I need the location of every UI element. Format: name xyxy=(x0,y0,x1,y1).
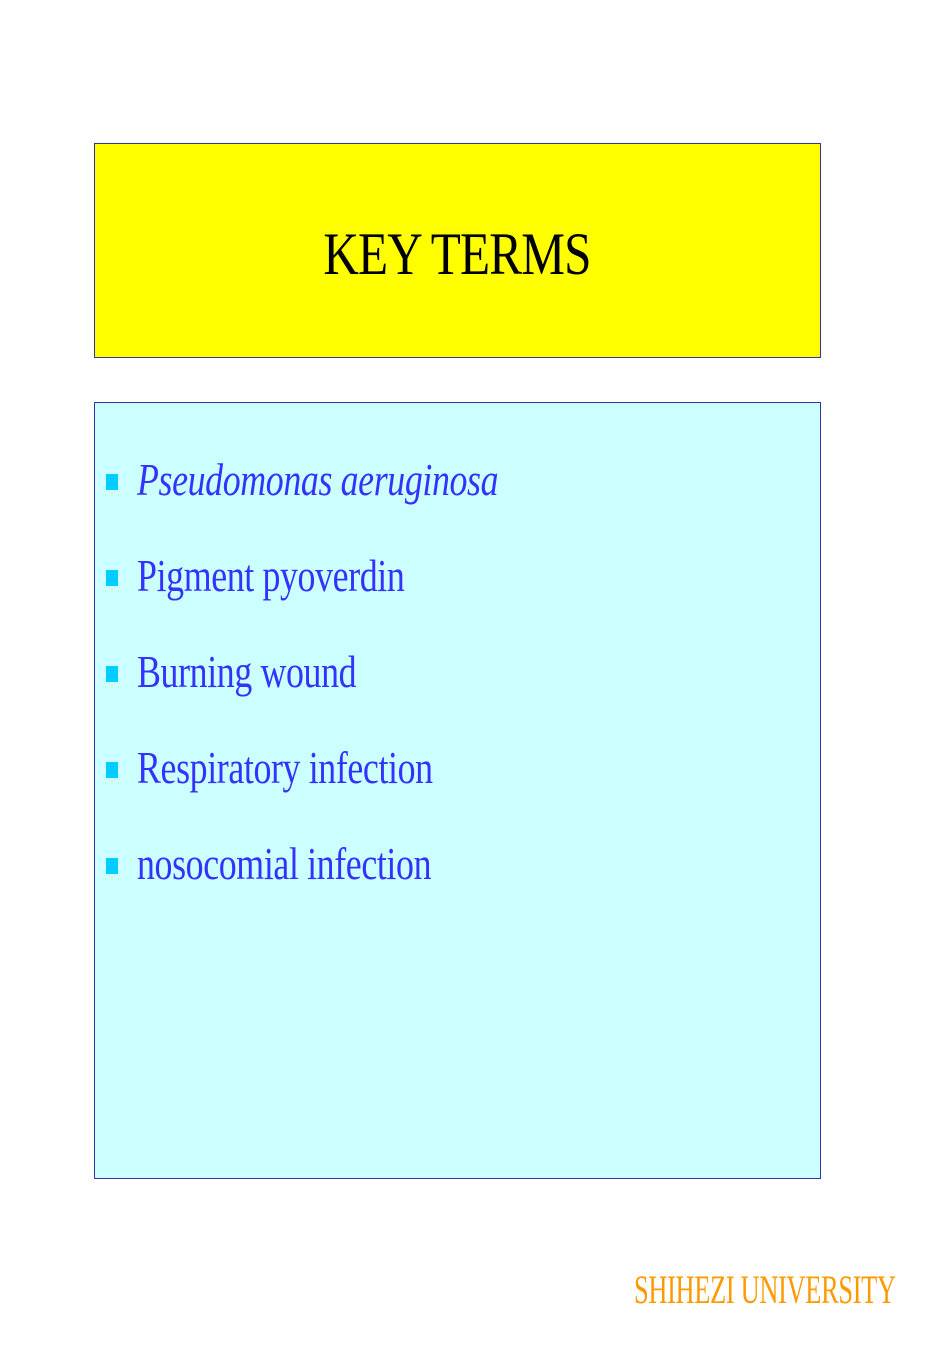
term-label: nosocomial infection xyxy=(137,837,432,889)
square-bullet-icon xyxy=(106,474,118,490)
list-item xyxy=(106,527,600,623)
list-item xyxy=(106,623,600,719)
list-item xyxy=(106,719,600,815)
square-bullet-icon xyxy=(106,666,118,682)
square-bullet-icon xyxy=(106,762,118,778)
key-terms-box xyxy=(94,402,821,1179)
term-label: Pseudomonas aeruginosa xyxy=(137,453,499,505)
list-item xyxy=(106,431,600,527)
term-label: Pigment pyoverdin xyxy=(137,549,405,601)
title-box xyxy=(94,143,821,358)
term-label: Burning wound xyxy=(137,645,357,697)
square-bullet-icon xyxy=(106,858,118,874)
key-terms-list xyxy=(106,431,600,911)
square-bullet-icon xyxy=(106,570,118,586)
term-label: Respiratory infection xyxy=(137,741,433,793)
page-title: KEY TERMS xyxy=(323,221,592,287)
list-item xyxy=(106,815,600,911)
university-name: SHIHEZI UNIVERSITY xyxy=(634,1267,896,1312)
